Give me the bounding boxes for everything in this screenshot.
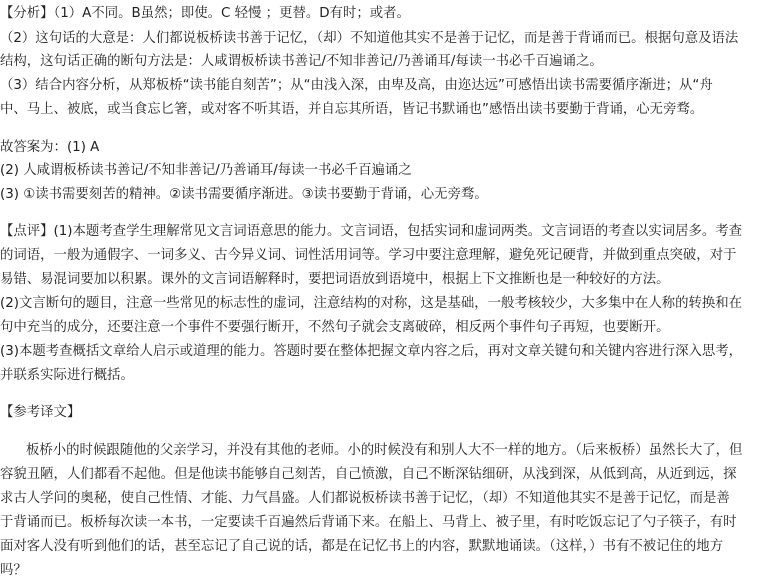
- translation-line: 面对客人没有听到他们的话，甚至忘记了自己说的话，都是在记忆书上的内容，默默地诵读。（这样，）书有不被记住的地方: [0, 539, 724, 554]
- comment-line: 句中充当的成分，还要注意一个事件不要强行断开，不然句子就会支离破碎，相反两个事件句子再短，也要断开。: [0, 320, 670, 335]
- comment-line: 易错、易混词要加以积累。课外的文言词语解释时，要把词语放到语境中，根据上下文推断也是一种较好的方法。: [0, 272, 670, 287]
- analysis-line: 【分析】（1）A不同。B虽然；即使。C 轻慢 ；更替。D有时；或者。: [0, 6, 410, 21]
- translation-line: 容貌丑陋，人们都看不起他。但是他读书能够自己刻苦，自己愤激，自己不断深钻细研，从浅到深，从低到高，从近到远，探: [0, 467, 737, 482]
- analysis-line: （2）这句话的大意是：人们都说板桥读书善于记忆，（却）不知道他其实不是善于记忆，而是善于背诵而已。根据句意及语法: [0, 31, 739, 46]
- comment-line: 并联系实际进行概括。: [0, 368, 134, 383]
- answer-line: (3) ①读书需要刻苦的精神。②读书需要循序渐进。③读书要勤于背诵，心无旁骛。: [0, 187, 488, 202]
- analysis-line: （3）结合内容分析，从郑板桥“读书能自刻苦”；从“由浅入深，由卑及高，由迩达远”可感悟出读书需要循序渐进；从“舟: [0, 78, 713, 93]
- comment-line: (3)本题考查概括文章给人启示或道理的能力。答题时要在整体把握文章内容之后，再对文章关键句和关键内容进行深入思考，: [0, 344, 743, 359]
- comment-line: 【点评】(1)本题考查学生理解常见文言词语意思的能力。文言词语，包括实词和虚词两类。文言词语的考查以实词居多。考查: [0, 224, 743, 239]
- comment-line: 的词语，一般为通假字、一词多义、古今异义词、词性活用词等。学习中要注意理解，避免死记硬背，并做到重点突破，对于: [0, 248, 737, 263]
- comment-line: (2)文言断句的题目，注意一些常见的标志性的虚词，注意结构的对称，这是基础，一般考核较少，大多集中在人称的转换和在: [0, 296, 743, 311]
- translation-line: 于背诵而已。板桥每次读一本书，一定要读千百遍然后背诵下来。在船上、马背上、被子里，有时吃饭忘记了勺子筷子，有时: [0, 515, 737, 530]
- analysis-line: 结构，这句话正确的断句方法是：人咸谓板桥读书善记/不知非善记/乃善诵耳/每读一书必千百遍诵之。: [0, 54, 603, 69]
- translation-heading: 【参考译文】: [0, 405, 81, 420]
- analysis-line: 中、马上、被底，或当食忘匕箸，或对客不听其语，并自忘其所语，皆记书默诵也”感悟出读书要勤于背诵，心无旁骛。: [0, 102, 704, 117]
- translation-line: 吗？: [0, 563, 27, 578]
- translation-line: 板桥小的时候跟随他的父亲学习，并没有其他的老师。小的时候没有和别人大不一样的地方。（后来板桥）虽然长大了，但: [26, 443, 743, 458]
- answer-line: 故答案为：(1) A: [0, 140, 100, 155]
- translation-line: 求古人学问的奥秘，使自己性情、才能、力气昌盛。人们都说板桥读书善于记忆，（却）不知道他其实不是善于记忆，而是善: [0, 491, 730, 506]
- answer-line: (2) 人咸谓板桥读书善记/不知非善记/乃善诵耳/每读一书必千百遍诵之: [0, 163, 412, 178]
